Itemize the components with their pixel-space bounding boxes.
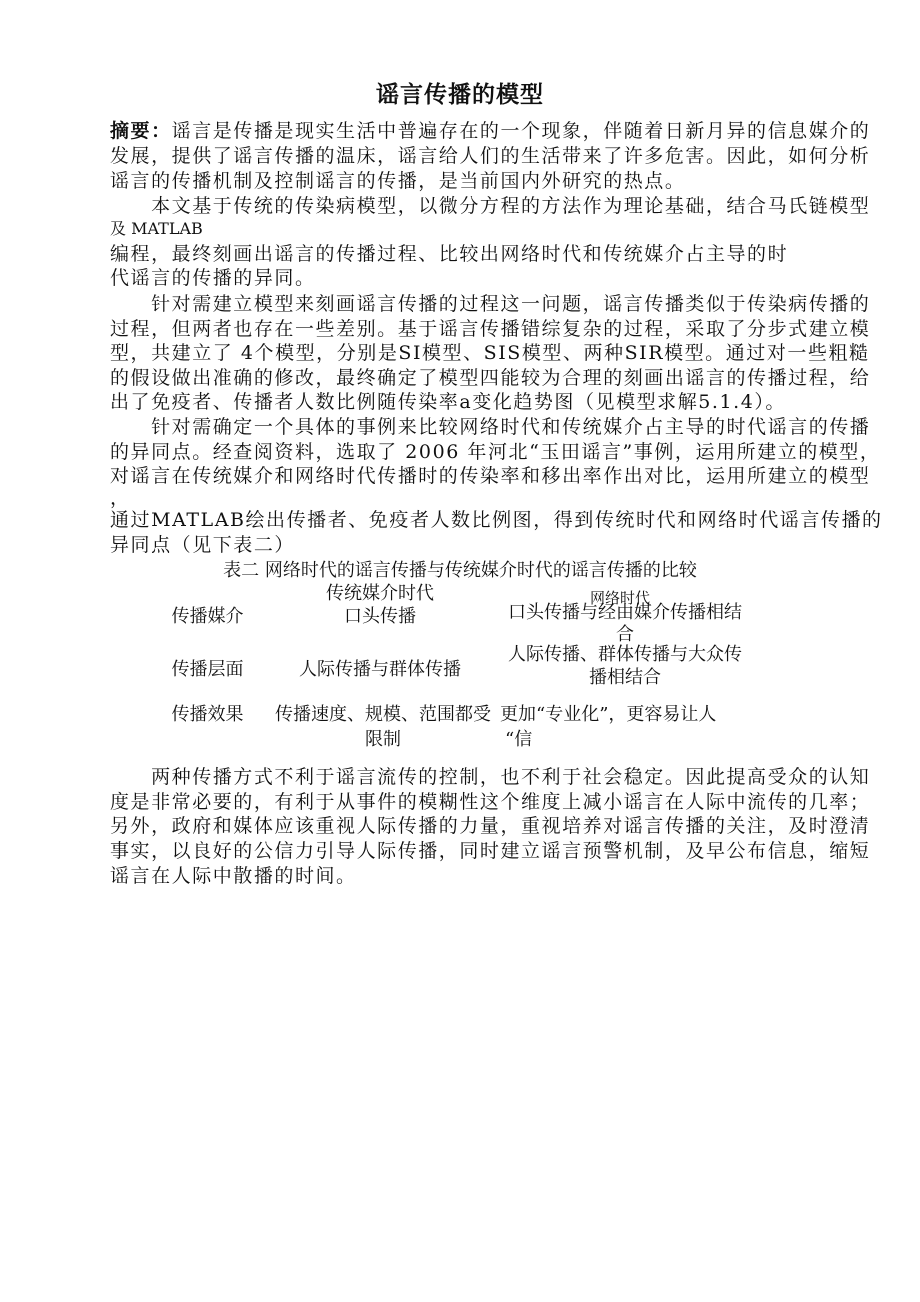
paragraph-line: 型，共建立了 4个模型，分别是SI模型、SIS模型、两种SIR模型。通过对一些粗糙 xyxy=(110,342,870,364)
table-cell: 人际传播与群体传播 xyxy=(299,659,461,680)
conclusion-line: 度是非常必要的，有利于从事件的模糊性这个维度上减小谣言在人际中流传的几率； xyxy=(110,791,871,813)
conclusion-line: 另外，政府和媒体应该重视人际传播的力量，重视培养对谣言传播的关注，及时澄清 xyxy=(110,815,871,837)
table-row-label: 传播效果 xyxy=(171,704,244,725)
conclusion-line: 事实，以良好的公信力引导人际传播，同时建立谣言预警机制，及早公布信息，缩短 xyxy=(110,840,871,862)
paragraph-line: 的假设做出准确的修改，最终确定了模型四能较为合理的刻画出谣言的传播过程，给 xyxy=(110,367,871,389)
paragraph-line: 及 MATLAB xyxy=(110,219,203,238)
table-header-traditional: 传统媒介时代 xyxy=(326,583,434,604)
table-cell: 口头传播 xyxy=(344,606,416,627)
paragraph-line: 针对需确定一个具体的事例来比较网络时代和传统媒介占主导的时代谣言的传播 xyxy=(110,416,871,438)
table-header-network: 网络时代 xyxy=(589,589,650,607)
conclusion-line: 两种传播方式不利于谣言流传的控制，也不利于社会稳定。因此提高受众的认知 xyxy=(110,766,871,788)
table-cell: 播相结合 xyxy=(589,667,661,688)
paragraph-line: 过程，但两者也存在一些差别。基于谣言传播错综复杂的过程，采取了分步式建立模 xyxy=(110,318,871,340)
table-cell: “信 xyxy=(505,729,533,750)
paragraph-line: 编程，最终刻画出谣言的传播过程、比较出网络时代和传统媒介占主导的时 xyxy=(110,243,789,265)
paragraph-line: ， xyxy=(110,487,131,509)
paragraph-line: 的异同点。经查阅资料，选取了 2006 年河北“玉田谣言”事例，运用所建立的模型， xyxy=(110,441,881,463)
table-cell: 人际传播、群体传播与大众传 xyxy=(508,644,742,665)
paragraph-line: 针对需建立模型来刻画谣言传播的过程这一问题，谣言传播类似于传染病传播的 xyxy=(110,293,871,315)
abstract-label: 摘要： xyxy=(110,120,172,142)
paragraph-line: 异同点（见下表二） xyxy=(110,534,295,556)
table-cell: 口头传播与经由媒介传播相结 xyxy=(508,602,742,623)
document-title: 谣言传播的模型 xyxy=(376,82,544,108)
paragraph-line: 本文基于传统的传染病模型，以微分方程的方法作为理论基础，结合马氏链模型 xyxy=(110,195,871,217)
table-cell: 更加“专业化”，更容易让人 xyxy=(500,704,717,725)
table-cell: 合 xyxy=(616,624,634,645)
conclusion-line: 谣言在人际中散播的时间。 xyxy=(110,865,357,887)
table-row-label: 传播媒介 xyxy=(171,606,244,627)
table-cell: 限制 xyxy=(365,729,401,750)
paragraph-line: 发展，提供了谣言传播的温床，谣言给人们的生活带来了许多危害。因此，如何分析 xyxy=(110,145,871,167)
paragraph-line: 通过MATLAB绘出传播者、免疫者人数比例图，得到传统时代和网络时代谣言传播的 xyxy=(110,509,883,531)
table-cell: 传播速度、规模、范围都受 xyxy=(275,704,491,725)
paragraph-line: 出了免疫者、传播者人数比例随传染率a变化趋势图（见模型求解5.1.4）。 xyxy=(110,391,786,413)
abstract-line xyxy=(110,119,870,143)
table-row-label: 传播层面 xyxy=(171,659,244,680)
table-caption: 表二 网络时代的谣言传播与传统媒介时代的谣言传播的比较 xyxy=(223,560,697,581)
paragraph-line: 谣言的传播机制及控制谣言的传播，是当前国内外研究的热点。 xyxy=(110,170,686,192)
paragraph-line: 代谣言的传播的异同。 xyxy=(110,267,316,289)
text: 谣言是传播是现实生活中普遍存在的一个现象，伴随着日新月异的信息媒介的 xyxy=(171,120,871,142)
paragraph-line: 对谣言在传统媒介和网络时代传播时的传染率和移出率作出对比，运用所建立的模型 xyxy=(110,465,871,487)
